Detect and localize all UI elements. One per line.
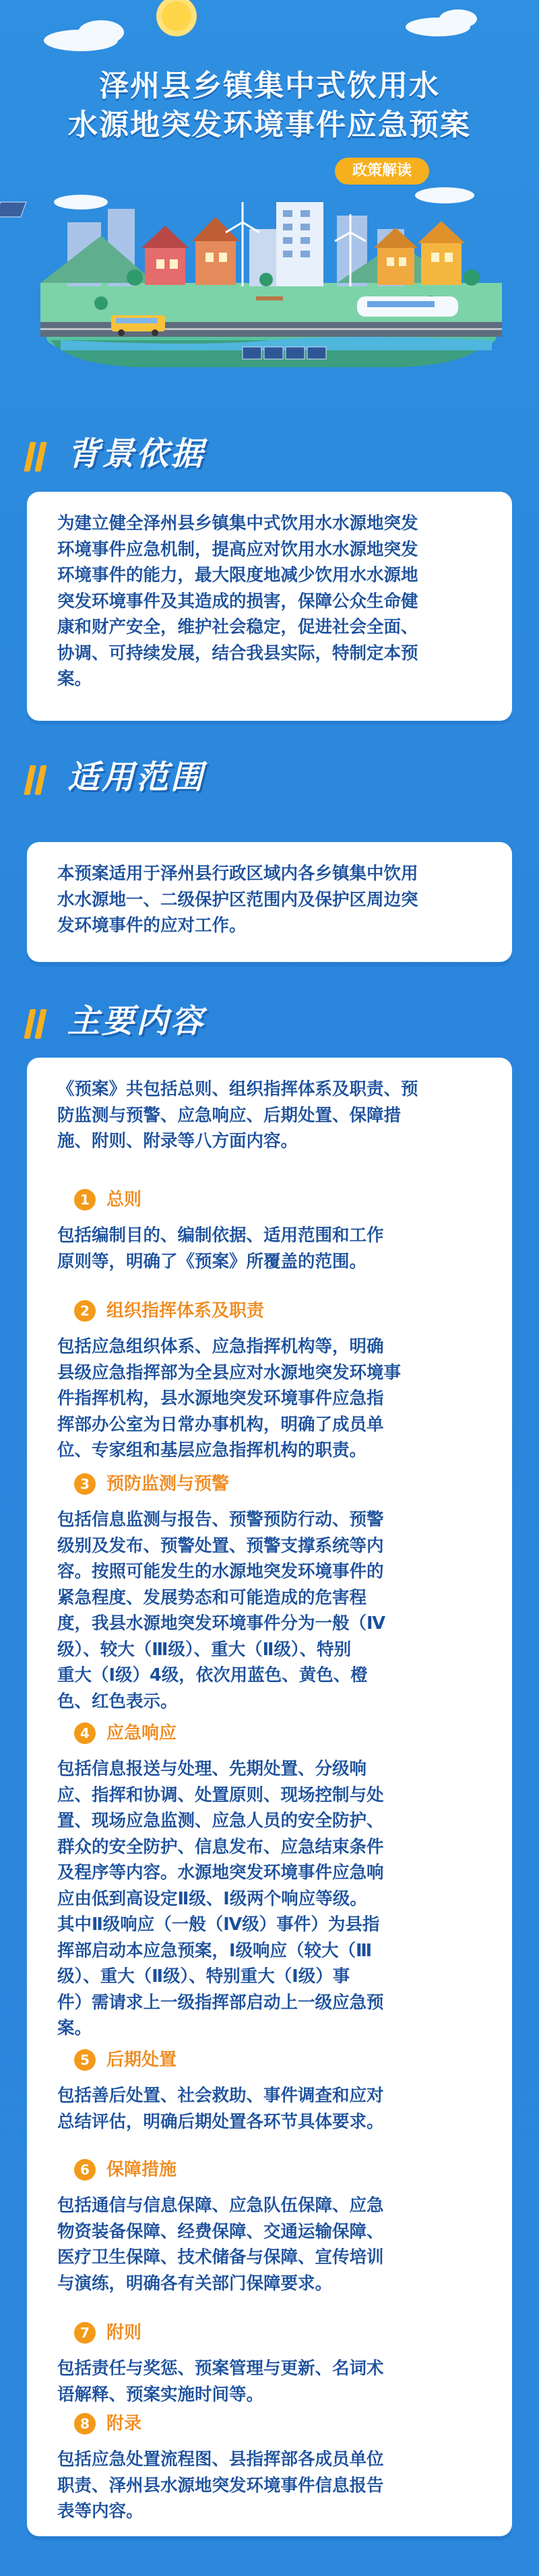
policy-interpretation-badge: 政策解读 [335,158,429,185]
page-title-line1: 泽州县乡镇集中式饮用水 [99,69,440,103]
section-title-background: 背景依据 [67,435,205,473]
page-title-line2: 水源地突发环境事件应急预案 [68,108,471,142]
hero-banner [0,0,539,377]
number-badge: 8 [74,2413,96,2435]
section-title-scope: 适用范围 [67,759,205,796]
scope-card [27,842,512,962]
item-text-aftermath: 包括善后处置、社会救助、事件调查和应对 总结评估，明确后期处置各环节具体要求。 [57,2086,384,2132]
item-text-safeguards: 包括通信与信息保障、应急队伍保障、应急 物资装备保障、经费保障、交通运输保障、 医疗卫生保障、技术储备与保障、宣传培训 与演练，明确各有关部门保障要求。 [57,2195,384,2294]
building-icon [276,202,323,286]
item-title: 后期处置 [106,2050,177,2070]
background-card [27,492,512,721]
number-badge: 6 [74,2159,96,2181]
number-badge: 2 [74,1300,96,1322]
number-badge: 1 [74,1189,96,1211]
city-landscape-illustration [0,0,539,377]
number-badge: 5 [74,2049,96,2071]
item-text-general: 包括编制目的、编制依据、适用范围和工作 原则等，明确了《预案》所覆盖的范围。 [57,1225,384,1272]
item-title: 附则 [106,2323,142,2343]
item-text-supplementary: 包括责任与奖惩、预案管理与更新、名词术 语解释、预案实施时间等。 [57,2358,384,2405]
item-title: 附录 [106,2414,142,2434]
item-title: 预防监测与预警 [106,1474,230,1494]
item-text-response: 包括信息报送与处理、先期处置、分级响 应、指挥和协调、处置原则、现场控制与处 置、现场应急监测、应急人员的安全防护、 群众的安全防护、信息发布、应急结束条件 及程序等内容。水源地突发环境事件应急响 应由低到高设定Ⅱ级、Ⅰ级两个响应等级。 其中Ⅱ级响应（一般（Ⅳ级）事件）为县指 挥部启动本应急预案，Ⅰ级响应（较大（Ⅲ 级）、重大（Ⅱ级）、特别重大（Ⅰ级）事 件）需请求上一级指挥部启动上一级应急预 案。 [57,1759,384,2038]
house-icon [141,226,189,285]
item-title: 应急响应 [106,1723,177,1743]
item-title: 保障措施 [106,2160,177,2180]
scope-text: 本预案适用于泽州县行政区域内各乡镇集中饮用 水水源地一、二级保护区范围内及保护区周边突 发环境事件的应对工作。 [57,864,418,936]
train-icon [357,296,458,317]
item-title: 组织指挥体系及职责 [106,1301,265,1321]
item-text-prevention: 包括信息监测与报告、预警预防行动、预警 级别及发布、预警处置、预警支撑系统等内 容。按照可能发生的水源地突发环境事件的 紧急程度、发展势态和可能造成的危害程 度，我县水源地突发环境事件分为一般（Ⅳ 级）、较大（Ⅲ级）、重大（Ⅱ级）、特别 重大（Ⅰ级）4级，依次用蓝色、黄色、橙 色、红色表示。 [57,1510,386,1712]
number-badge: 3 [74,1473,96,1495]
section-title-main: 主要内容 [67,1002,205,1040]
number-badge: 4 [74,1722,96,1744]
main-intro-text: 《预案》共包括总则、组织指挥体系及职责、预 防监测与预警、应急响应、后期处置、保障措 施、附则、附录等八方面内容。 [57,1079,418,1151]
background-text: 为建立健全泽州县乡镇集中式饮用水水源地突发 环境事件应急机制，提高应对饮用水水源地突发 环境事件的能力，最大限度地减少饮用水水源地 突发环境事件及其造成的损害，保障公众生命健 康和财产安全，维护社会稳定，促进社会全面、 协调、可持续发展，结合我县实际，特制定本预 案。 [57,513,418,689]
number-badge: 7 [74,2322,96,2344]
item-title: 总则 [106,1190,142,1210]
item-text-organization: 包括应急组织体系、应急指挥机构等，明确 县级应急指挥部为全县应对水源地突发环境事 件指挥机构，县水源地突发环境事件应急指 挥部办公室为日常办事机构，明确了成员单 位、专家组和基层应急指挥机构的职责。 [57,1337,402,1460]
item-text-appendix: 包括应急处置流程图、县指挥部各成员单位 职责、泽州县水源地突发环境事件信息报告 表等内容。 [57,2449,384,2521]
main-content-card [27,1058,512,2536]
